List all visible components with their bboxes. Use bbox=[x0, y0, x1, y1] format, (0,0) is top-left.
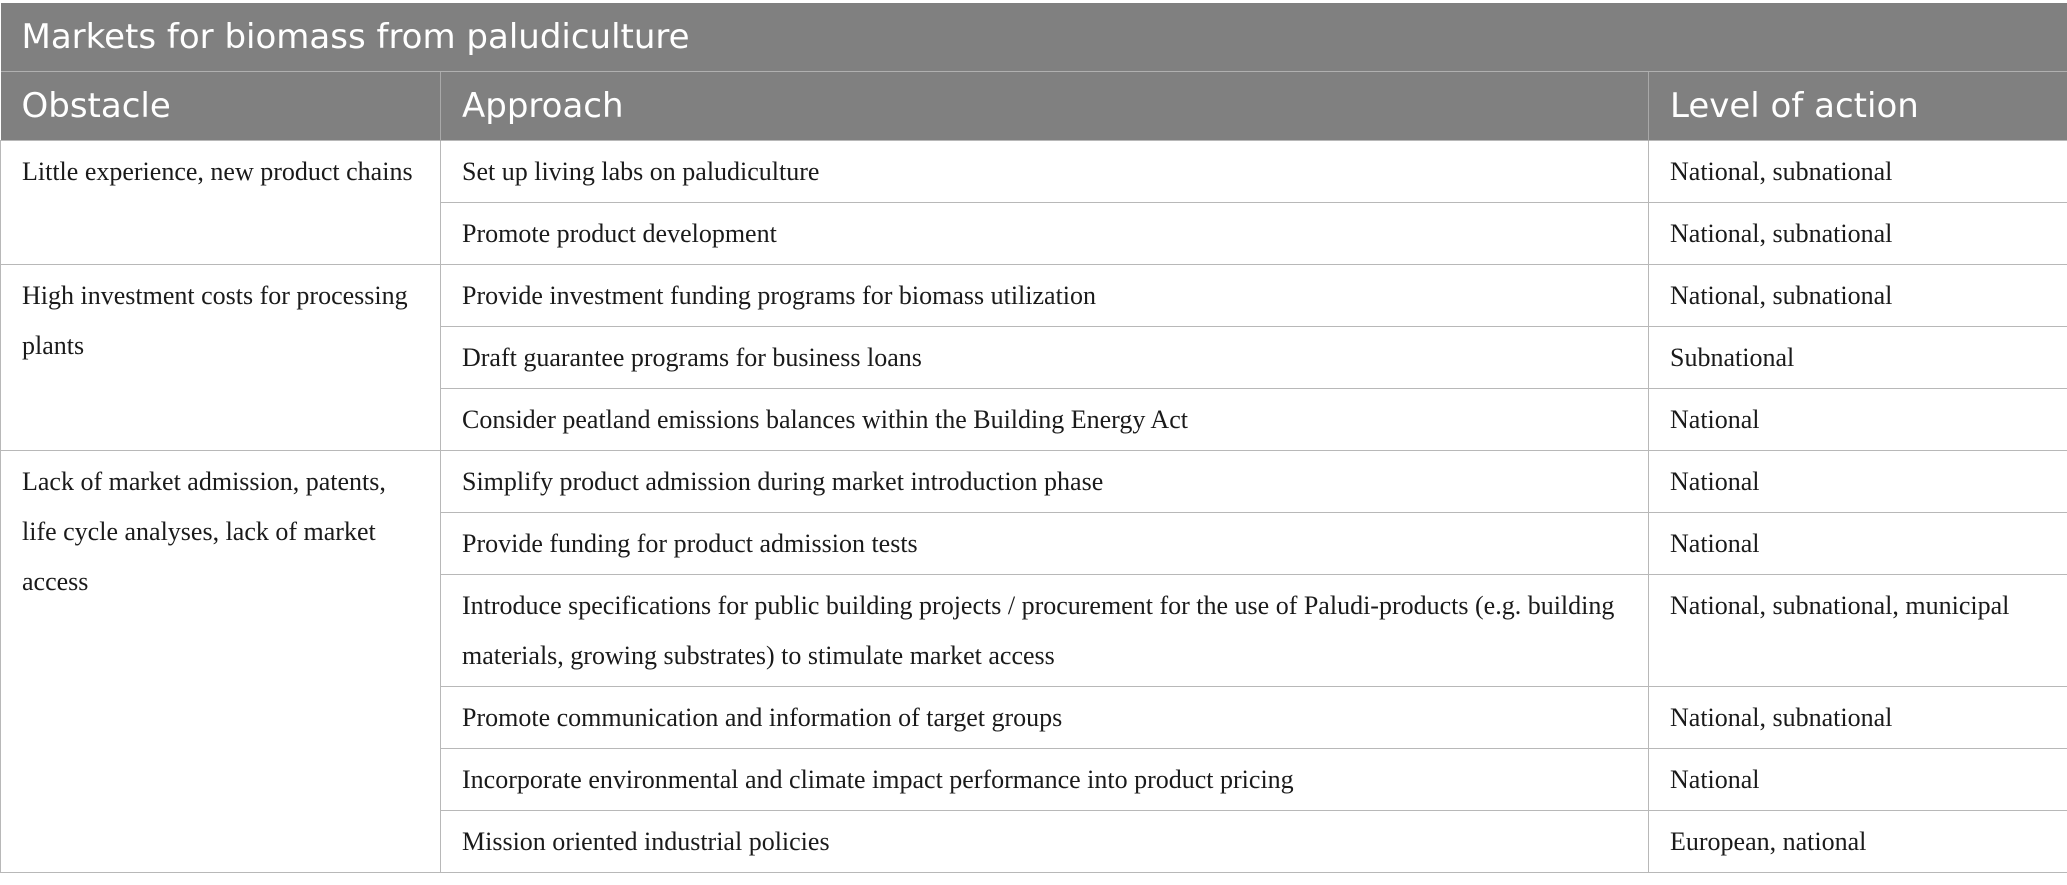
policy-table bbox=[0, 3, 2067, 873]
level-cell: National bbox=[1649, 748, 2067, 810]
approach-cell: Simplify product admission during market introduction phase bbox=[441, 450, 1649, 512]
header-obstacle: Obstacle bbox=[1, 71, 441, 140]
approach-cell: Mission oriented industrial policies bbox=[441, 810, 1649, 872]
level-cell: National bbox=[1649, 388, 2067, 450]
approach-cell: Introduce specifications for public building projects / procurement for the use of Paludi-products (e.g. building materials, growing substrates) to stimulate market access bbox=[441, 574, 1649, 686]
obstacle-cell: Lack of market admission, patents, life cycle analyses, lack of market access bbox=[1, 450, 441, 872]
table-row bbox=[1, 140, 2067, 202]
table-header-row bbox=[1, 71, 2067, 140]
approach-cell: Set up living labs on paludiculture bbox=[441, 140, 1649, 202]
approach-cell: Promote product development bbox=[441, 202, 1649, 264]
table-row bbox=[1, 450, 2067, 512]
level-cell: National, subnational bbox=[1649, 264, 2067, 326]
approach-cell: Provide funding for product admission tests bbox=[441, 512, 1649, 574]
table-container bbox=[0, 3, 2067, 873]
level-cell: National bbox=[1649, 450, 2067, 512]
level-cell: National, subnational bbox=[1649, 202, 2067, 264]
approach-cell: Consider peatland emissions balances within the Building Energy Act bbox=[441, 388, 1649, 450]
table-row bbox=[1, 264, 2067, 326]
table-caption-row bbox=[1, 3, 2067, 71]
header-approach: Approach bbox=[441, 71, 1649, 140]
table-caption: Markets for biomass from paludiculture bbox=[1, 3, 2067, 71]
approach-cell: Provide investment funding programs for biomass utilization bbox=[441, 264, 1649, 326]
level-cell: National, subnational bbox=[1649, 140, 2067, 202]
obstacle-cell: Little experience, new product chains bbox=[1, 140, 441, 264]
approach-cell: Draft guarantee programs for business loans bbox=[441, 326, 1649, 388]
level-cell: European, national bbox=[1649, 810, 2067, 872]
approach-cell: Promote communication and information of target groups bbox=[441, 686, 1649, 748]
level-cell: National, subnational, municipal bbox=[1649, 574, 2067, 686]
level-cell: Subnational bbox=[1649, 326, 2067, 388]
approach-cell: Incorporate environmental and climate impact performance into product pricing bbox=[441, 748, 1649, 810]
obstacle-cell: High investment costs for processing plants bbox=[1, 264, 441, 450]
header-level-of-action: Level of action bbox=[1649, 71, 2067, 140]
level-cell: National bbox=[1649, 512, 2067, 574]
level-cell: National, subnational bbox=[1649, 686, 2067, 748]
